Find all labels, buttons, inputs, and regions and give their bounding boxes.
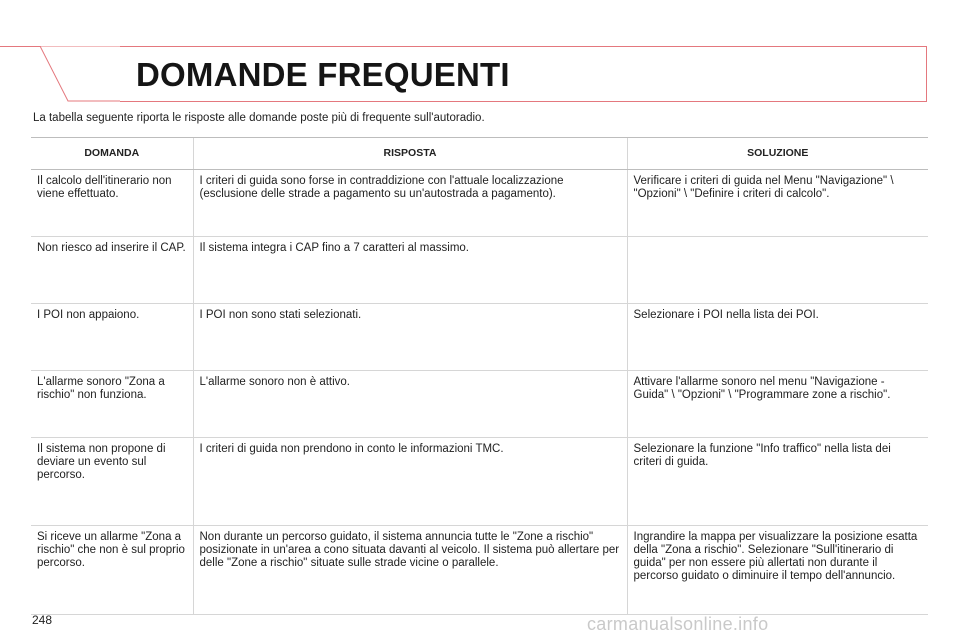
cell-domanda: I POI non appaiono. [31,304,193,371]
header-rule-right [926,46,927,102]
page-title: DOMANDE FREQUENTI [136,56,510,93]
cell-soluzione: Attivare l'allarme sonoro nel menu "Navigazione - Guida" \ "Opzioni" \ "Programmare zone a rischio". [627,371,928,438]
column-header-risposta: RISPOSTA [193,138,627,170]
cell-domanda: Si riceve un allarme "Zona a rischio" che non è sul proprio percorso. [31,526,193,615]
table-row [31,304,928,371]
cell-risposta: I criteri di guida sono forse in contraddizione con l'attuale localizzazione (esclusione delle strade a pagamento su un'autostrada a pagamento). [193,170,627,237]
watermark: carmanualsonline.info [587,614,769,634]
table-header-row [31,138,928,170]
header-chevron-icon [30,46,126,102]
intro-text: La tabella seguente riporta le risposte alle domande poste più di frequente sull'autoradio. [33,112,485,124]
cell-domanda: Il calcolo dell'itinerario non viene effettuato. [31,170,193,237]
cell-risposta: L'allarme sonoro non è attivo. [193,371,627,438]
cell-risposta: I POI non sono stati selezionati. [193,304,627,371]
cell-soluzione: Ingrandire la mappa per visualizzare la posizione esatta della "Zona a rischio". Selezionare "Sull'itinerario di guida" per non essere più allertati non durante il percorso guidato o diminuire il tempo dell'annuncio. [627,526,928,615]
table-row [31,438,928,526]
column-header-domanda: DOMANDA [31,138,193,170]
cell-risposta: Non durante un percorso guidato, il sistema annuncia tutte le "Zone a rischio" posizionate in un'area a cono situata davanti al veicolo. Il sistema può allertare per delle "Zone a rischio" situate sulle strade vicine o parallele. [193,526,627,615]
header-rule-bottom [120,101,926,102]
table-row [31,170,928,237]
faq-table [31,137,928,615]
cell-soluzione: Selezionare i POI nella lista dei POI. [627,304,928,371]
header-rule-top [120,46,926,47]
cell-soluzione: Verificare i criteri di guida nel Menu "Navigazione" \ "Opzioni" \ "Definire i criteri di calcolo". [627,170,928,237]
cell-soluzione: Selezionare la funzione "Info traffico" nella lista dei criteri di guida. [627,438,928,526]
cell-risposta: I criteri di guida non prendono in conto le informazioni TMC. [193,438,627,526]
cell-soluzione [627,237,928,304]
cell-domanda: Il sistema non propone di deviare un evento sul percorso. [31,438,193,526]
table-row [31,371,928,438]
column-header-soluzione: SOLUZIONE [627,138,928,170]
cell-risposta: Il sistema integra i CAP fino a 7 caratteri al massimo. [193,237,627,304]
page-number: 248 [32,613,53,627]
cell-domanda: L'allarme sonoro "Zona a rischio" non funziona. [31,371,193,438]
cell-domanda: Non riesco ad inserire il CAP. [31,237,193,304]
table-row [31,526,928,615]
table-row [31,237,928,304]
